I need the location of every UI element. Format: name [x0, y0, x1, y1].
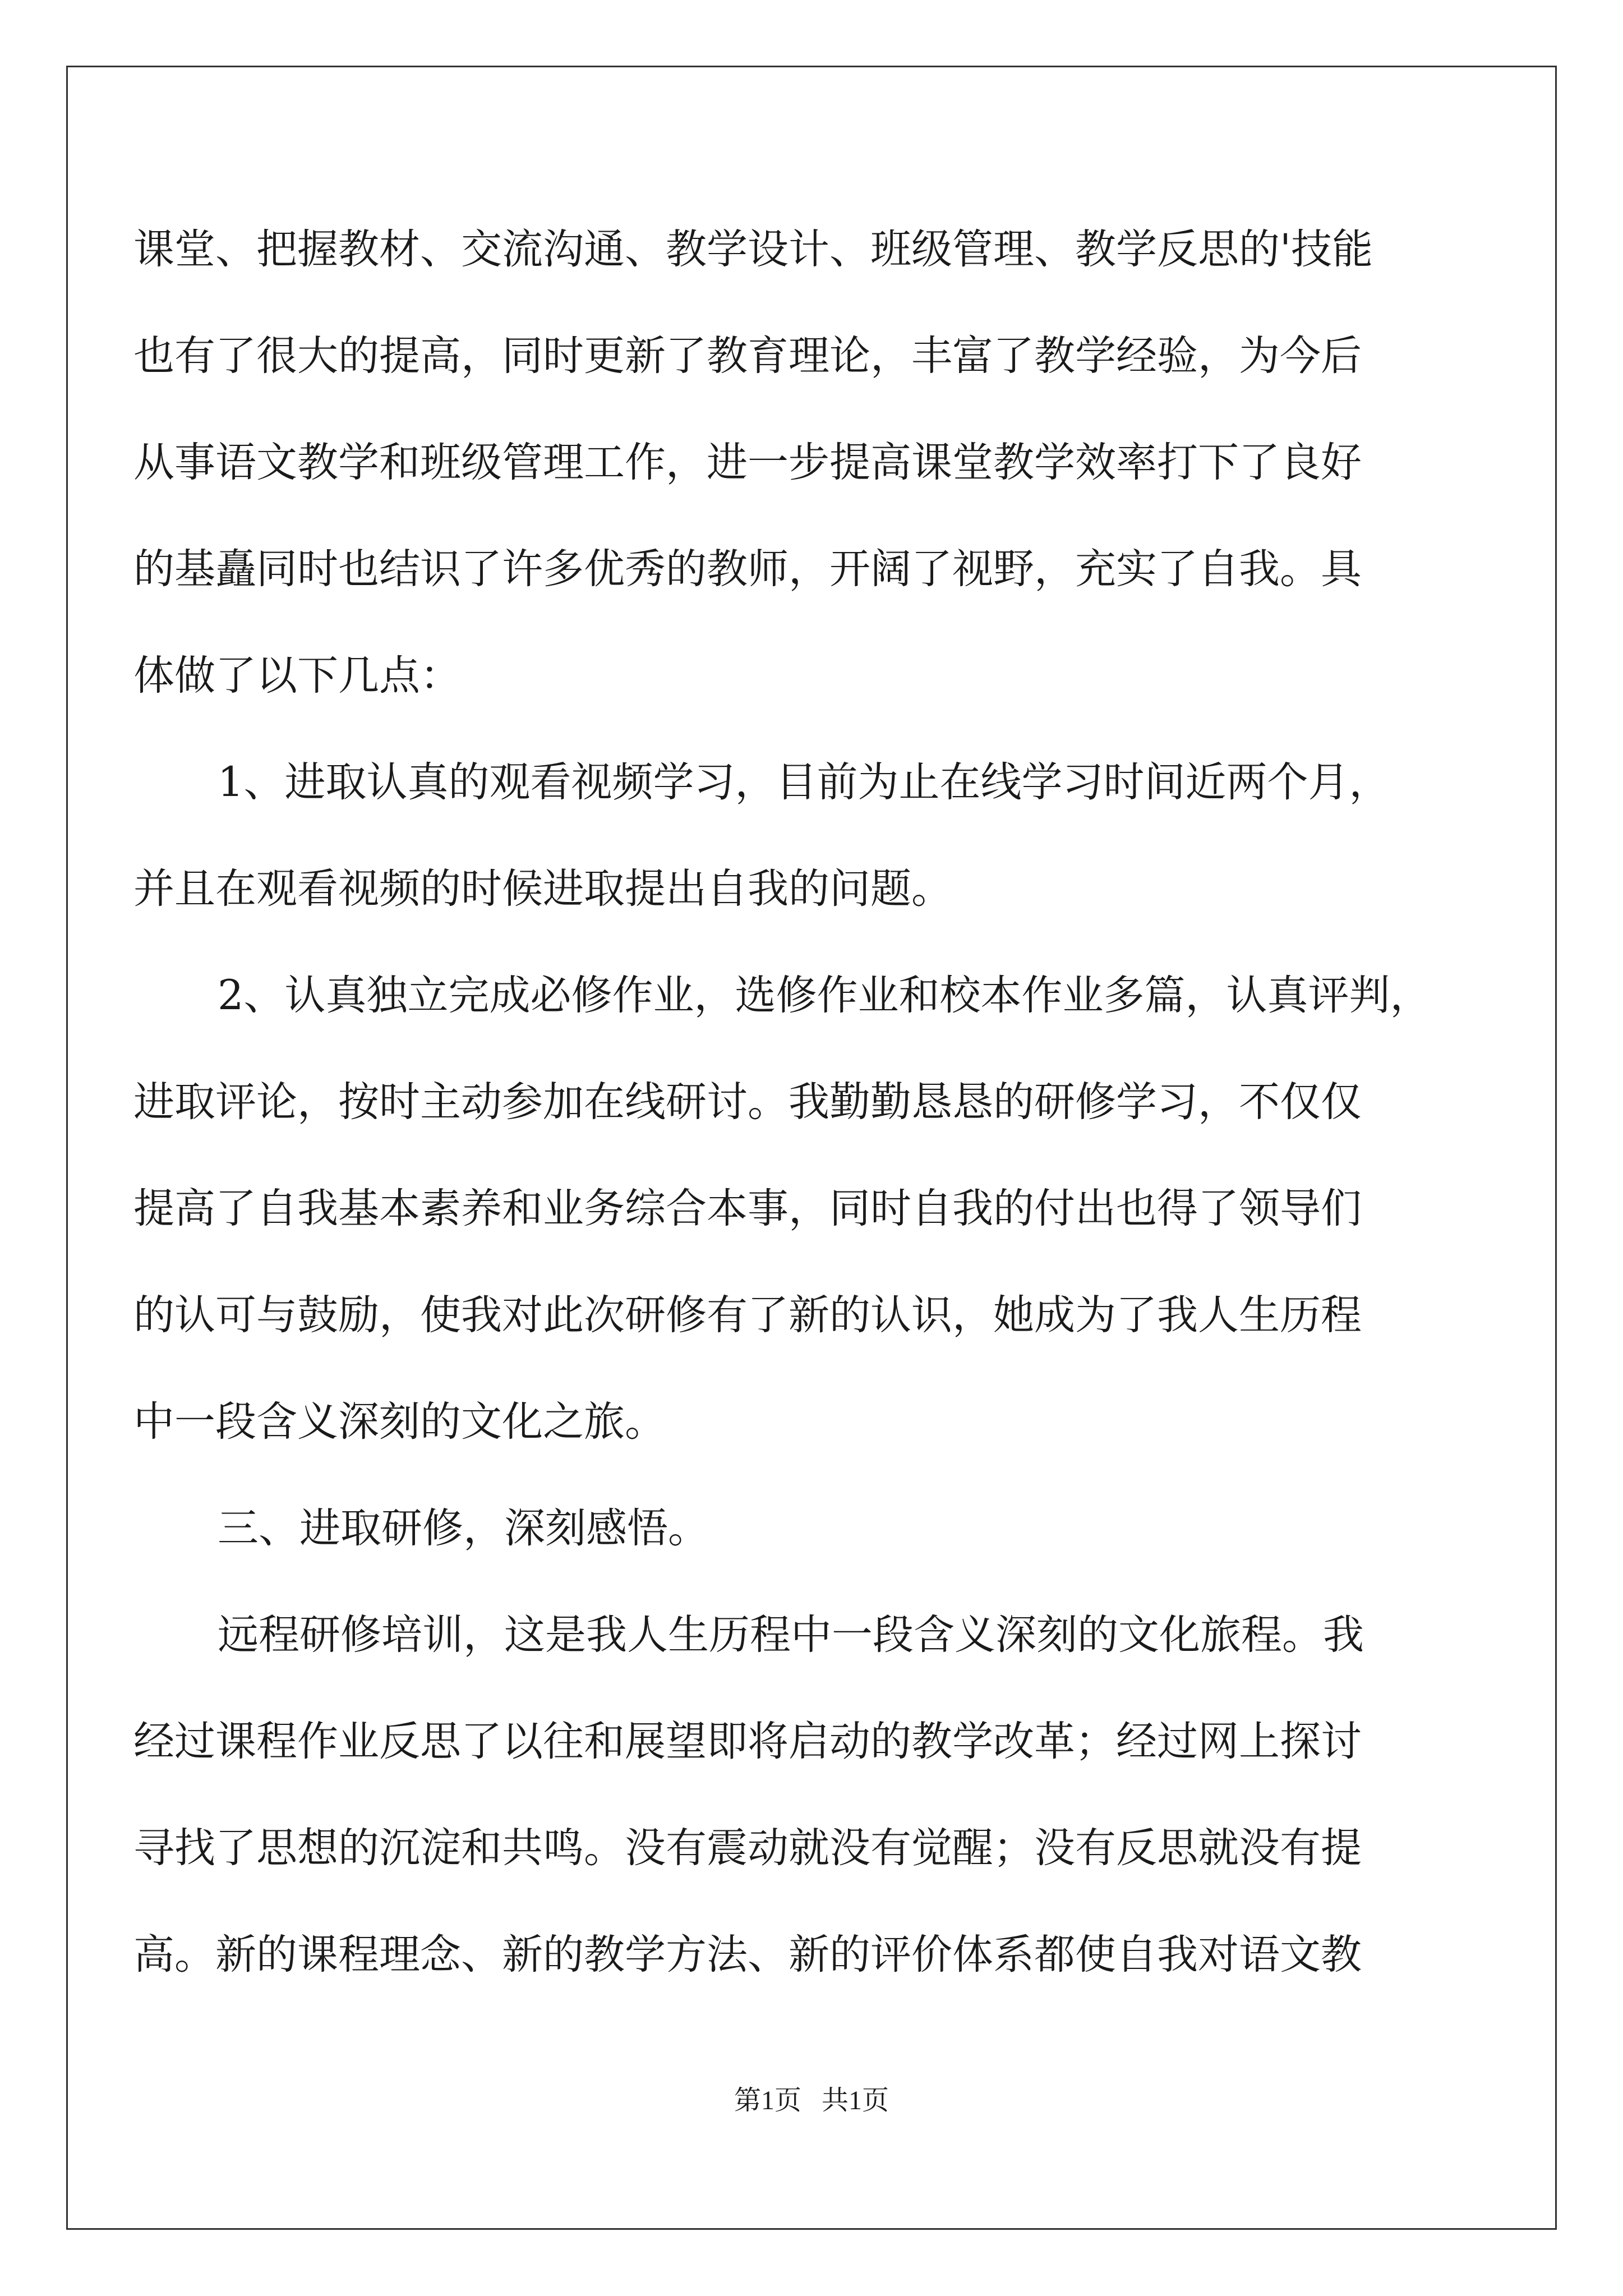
text-line: 寻找了思想的沉淀和共鸣。没有震动就没有觉醒；没有反思就没有提: [133, 1824, 1362, 1872]
page-footer: 第1页 共1页: [734, 2086, 889, 2115]
text-line: 的认可与鼓励，使我对此次研修有了新的认识，她成为了我人生历程: [133, 1291, 1362, 1339]
text-line: 远程研修培训，这是我人生历程中一段含义深刻的文化旅程。我: [218, 1611, 1364, 1659]
text-line: 三、进取研修，深刻感悟。: [218, 1504, 709, 1552]
text-line: 的基矗同时也结识了许多优秀的教师，开阔了视野，充实了自我。具: [133, 545, 1362, 593]
text-line: 2、认真独立完成必修作业，选修作业和校本作业多篇，认真评判，: [218, 972, 1431, 1019]
text-line: 提高了自我基本素养和业务综合本事，同时自我的付出也得了领导们: [133, 1185, 1362, 1232]
text-line: 体做了以下几点：: [133, 652, 461, 700]
text-line: 高。新的课程理念、新的教学方法、新的评价体系都使自我对语文教: [133, 1931, 1362, 1978]
text-line: 并且在观看视频的时候进取提出自我的问题。: [133, 865, 952, 913]
text-line: 经过课程作业反思了以往和展望即将启动的教学改革；经过网上探讨: [133, 1718, 1362, 1765]
text-line: 1、进取认真的观看视频学习，目前为止在线学习时间近两个月，: [218, 758, 1390, 806]
text-line: 课堂、把握教材、交流沟通、教学设计、班级管理、教学反思的'技能: [133, 226, 1373, 273]
document-body: [133, 208, 1496, 2019]
text-line: 进取评论，按时主动参加在线研讨。我勤勤恳恳的研修学习，不仅仅: [133, 1078, 1362, 1126]
text-line: 从事语文教学和班级管理工作，进一步提高课堂教学效率打下了良好: [133, 439, 1362, 486]
text-line: 中一段含义深刻的文化之旅。: [133, 1398, 666, 1446]
text-line: 也有了很大的提高，同时更新了教育理论，丰富了教学经验，为今后: [133, 332, 1362, 380]
